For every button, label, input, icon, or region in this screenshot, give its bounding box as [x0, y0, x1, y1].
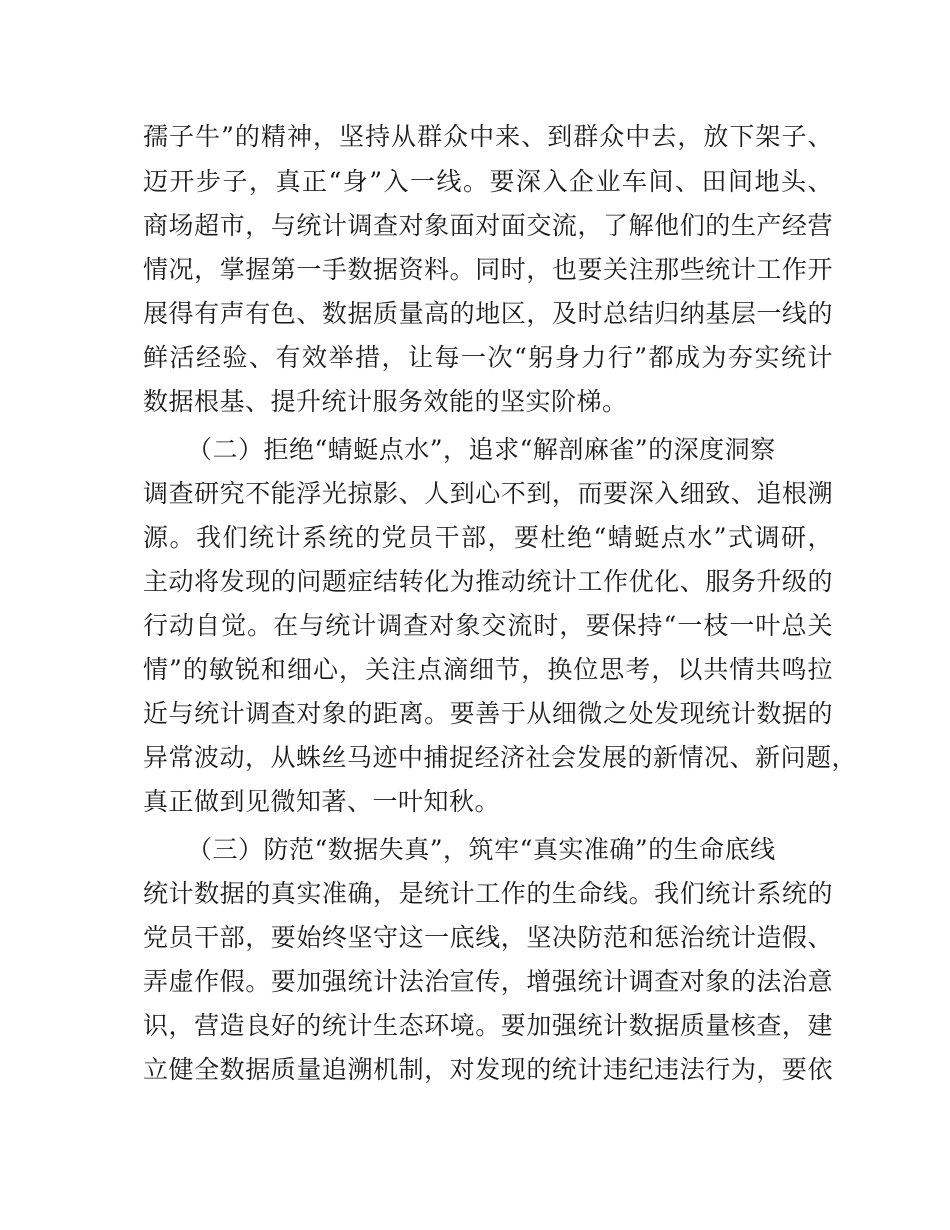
- section-heading-2: （二）拒绝“蜻蜓点水”，追求“解剖麻雀”的深度洞察: [187, 435, 776, 464]
- paragraph-1-line-4: 情况，掌握第一手数据资料。同时，也要关注那些统计工作开: [143, 255, 833, 284]
- paragraph-3-line-5: 识，营造良好的统计生态环境。要加强统计数据质量核查，建: [143, 1011, 833, 1040]
- paragraph-2-line-9: 真正做到见微知著、一叶知秋。: [143, 787, 501, 816]
- paragraph-1-line-5: 展得有声有色、数据质量高的地区，及时总结归纳基层一线的: [143, 299, 833, 328]
- paragraph-2-line-4: 主动将发现的问题症结转化为推动统计工作优化、服务升级的: [143, 567, 833, 596]
- paragraph-3-line-2: 统计数据的真实准确，是统计工作的生命线。我们统计系统的: [143, 879, 833, 908]
- paragraph-1-line-3: 商场超市，与统计调查对象面对面交流，了解他们的生产经营: [143, 211, 833, 240]
- paragraph-2-line-7: 近与统计调查对象的距离。要善于从细微之处发现统计数据的: [143, 699, 833, 728]
- paragraph-1-line-6: 鲜活经验、有效举措，让每一次“躬身力行”都成为夯实统计: [143, 343, 833, 372]
- paragraph-1-line-7: 数据根基、提升统计服务效能的坚实阶梯。: [143, 387, 628, 416]
- paragraph-3-line-4: 弄虚作假。要加强统计法治宣传，增强统计调查对象的法治意: [143, 967, 833, 996]
- paragraph-2-line-5: 行动自觉。在与统计调查对象交流时，要保持“一枝一叶总关: [143, 611, 833, 640]
- paragraph-2-line-2: 调查研究不能浮光掠影、人到心不到，而要深入细致、追根溯: [143, 479, 833, 508]
- paragraph-2-line-6: 情”的敏锐和细心，关注点滴细节，换位思考，以共情共鸣拉: [143, 655, 833, 684]
- paragraph-2-line-3: 源。我们统计系统的党员干部，要杜绝“蜻蜓点水”式调研，: [143, 523, 833, 552]
- paragraph-3-line-3: 党员干部，要始终坚守这一底线，坚决防范和惩治统计造假、: [143, 923, 833, 952]
- paragraph-1-line-2: 迈开步子，真正“身”入一线。要深入企业车间、田间地头、: [143, 167, 833, 196]
- paragraph-3-line-6: 立健全数据质量追溯机制，对发现的统计违纪违法行为，要依: [143, 1055, 833, 1084]
- paragraph-1-line-1: 孺子牛”的精神，坚持从群众中来、到群众中去，放下架子、: [143, 122, 833, 151]
- section-heading-3: （三）防范“数据失真”，筑牢“真实准确”的生命底线: [187, 835, 776, 864]
- paragraph-2-line-8: 异常波动，从蛛丝马迹中捕捉经济社会发展的新情况、新问题，: [143, 743, 858, 772]
